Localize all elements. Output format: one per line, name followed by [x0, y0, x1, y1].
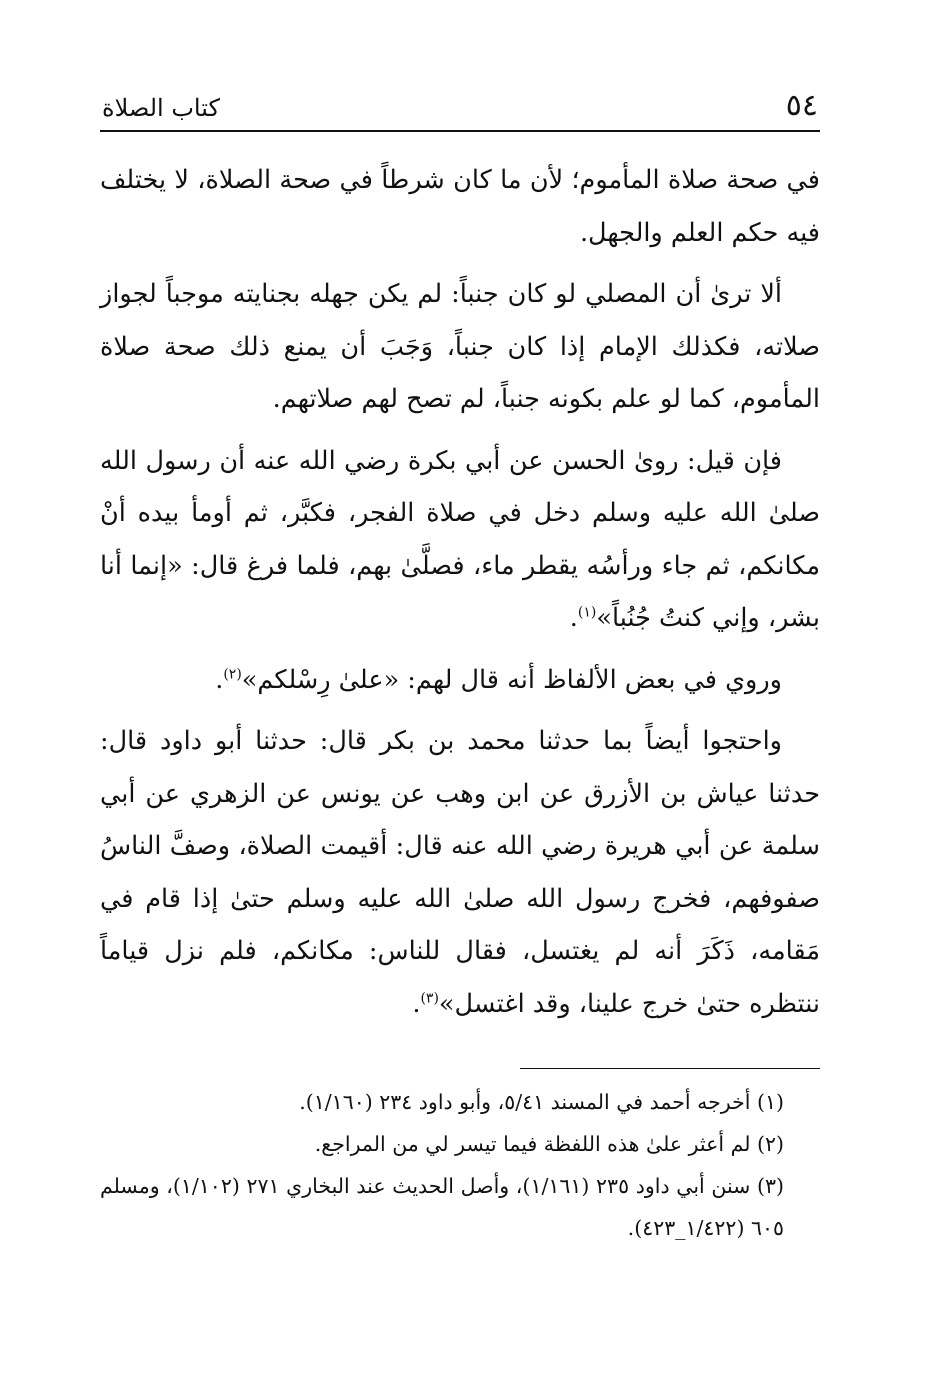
book-page [100, 86, 820, 1249]
page-number: ٥٤ [785, 88, 818, 123]
paragraph-end: . [569, 603, 578, 633]
paragraph-text: في صحة صلاة المأموم؛ لأن ما كان شرطاً في صحة الصلاة، لا يختلف فيه حكم العلم والجهل. [100, 165, 820, 248]
footnote: (٢) لم أعثر علىٰ هذه اللفظة فيما تيسر لي من المراجع. [314, 1132, 784, 1156]
footnote-marker: (٣) [420, 990, 439, 1006]
running-title: كتاب الصلاة [102, 94, 220, 122]
footnote: (٣) سنن أبي داود ٢٣٥ (١/١٦١)، وأصل الحديث عند البخاري ٢٧١ (١/١٠٢)، ومسلم ٦٠٥ (١/٤٢٢_٤٢٣). [100, 1174, 785, 1240]
paragraph-text: واحتجوا أيضاً بما حدثنا محمد بن بكر قال: حدثنا أبو داود قال: حدثنا عياش بن الأزرق عن ابن وهب عن يونس عن الزهري عن أبي سلمة عن أبي هريرة رضي الله عنه قال: أقيمت الصلاة، وصفَّ الناسُ صفوفهم، فخرج رسول الله صلىٰ الله عليه وسلم حتىٰ إذا قام في مَقامه، ذَكَرَ أنه لم يغتسل، فقال للناس: مكانكم، فلم نزل قياماً ننتظره حتىٰ خرج علينا، وقد اغتسل» [100, 726, 820, 1019]
paragraph-end: . [215, 664, 224, 695]
footnotes [100, 1081, 820, 1249]
paragraph [100, 435, 820, 645]
footnote-marker: (٢) [223, 666, 242, 682]
paragraph [100, 715, 820, 1030]
main-text [100, 154, 820, 1030]
page-header [100, 86, 820, 132]
paragraph [100, 268, 820, 426]
paragraph [100, 154, 820, 259]
footnote-marker: (١) [577, 604, 597, 621]
footnote-divider [520, 1068, 820, 1069]
paragraph-text: وروي في بعض الألفاظ أنه قال لهم: «علىٰ رِسْلكم» [241, 664, 782, 695]
paragraph-text: ألا ترىٰ أن المصلي لو كان جنباً: لم يكن جهله بجنايته موجباً لجواز صلاته، فكذلك الإمام إذا كان جنباً، وَجَبَ أن يمنع ذلك صحة صلاة المأموم، كما لو علم بكونه جنباً، لم تصح لهم صلاتهم. [100, 279, 820, 414]
footnote: (١) أخرجه أحمد في المسند ٥/٤١، وأبو داود ٢٣٤ (١/١٦٠). [299, 1090, 784, 1114]
paragraph-end: . [412, 988, 421, 1019]
paragraph-text: فإن قيل: روىٰ الحسن عن أبي بكرة رضي الله عنه أن رسول الله صلىٰ الله عليه وسلم دخل في صلاة الفجر، فكبَّر، ثم أومأ بيده أنْ مكانكم، ثم جاء ورأسُه يقطر ماء، فصلَّىٰ بهم، فلما فرغ قال: «إنما أنا بشر، وإني كنتُ جُنُباً» [100, 445, 820, 633]
paragraph [100, 654, 820, 707]
